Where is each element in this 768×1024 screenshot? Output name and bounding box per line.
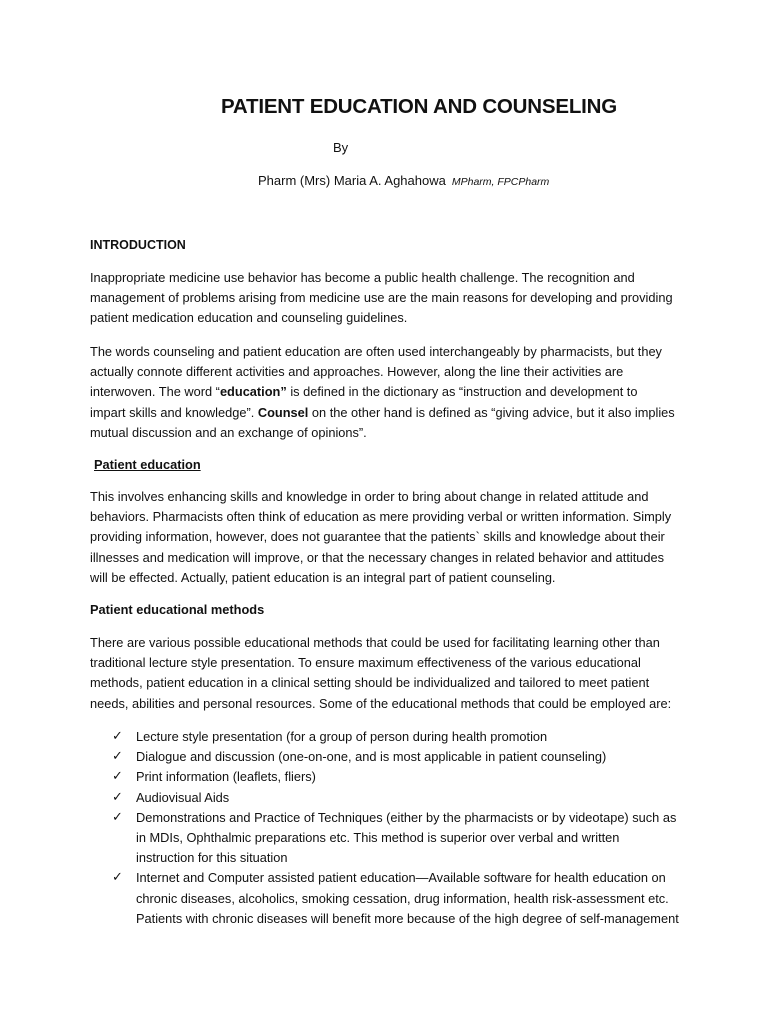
text-line: in MDIs, Ophthalmic preparations etc. This method is superior over verbal and written [136,830,620,846]
text-run: interwoven. The word “ [90,384,220,400]
text-line [90,403,690,423]
introduction-heading: INTRODUCTION [90,238,186,252]
checkmark-icon: ✓ [112,870,123,886]
list-item [112,808,712,869]
text-line: management of problems arising from medicine use are the main reasons for developing and providing [90,290,673,306]
checkmark-icon: ✓ [112,769,123,785]
text-run: impart skills and knowledge”. [90,404,258,420]
author-line [258,173,549,188]
text-line: Inappropriate medicine use behavior has become a public health challenge. The recognition and [90,270,635,285]
text-run: is defined in the dictionary as “instruction and development to [286,384,638,400]
text-run: on the other hand is defined as “giving advice, but it also implies [308,404,675,420]
checkmark-icon: ✓ [112,729,123,744]
list-item [112,747,712,767]
checkmark-icon: ✓ [112,749,123,765]
checkmark-icon: ✓ [112,809,123,825]
text-line: Internet and Computer assisted patient education—Available software for health education on [136,870,666,886]
text-line [90,382,690,402]
patient-education-heading: Patient education [94,457,201,472]
text-line: Demonstrations and Practice of Techniques (either by the pharmacists or by videotape) such as [136,809,677,825]
text-line: Patients with chronic diseases will benefit more because of the high degree of self-management [136,910,679,926]
education-term: education” [219,384,287,400]
list-item [112,767,712,787]
text-line: needs, abilities and personal resources. Some of the educational methods that could be employed are: [90,695,672,711]
educational-methods-list [112,727,712,929]
text-line: illnesses and medication will improve, or that the necessary changes in related behavior and attitudes [90,549,665,565]
text-line: patient medication education and counseling guidelines. [90,310,408,326]
list-item [112,727,712,747]
text-line: There are various possible educational methods that could be used for facilitating learning other than [90,635,660,650]
author-credentials: MPharm, FPCPharm [451,176,550,188]
counsel-term: Counsel [257,404,309,420]
text-line: Lecture style presentation (for a group of person during health promotion [136,729,548,744]
text-line: providing information, however, does not guarantee that the patients` skills and knowledge about their [90,529,665,545]
text-line: actually connote different activities and approaches. However, along the line their activities are [90,364,624,380]
text-line: chronic diseases, alcoholics, smoking cessation, drug information, health risk-assessment etc. [136,890,669,906]
text-line: Print information (leaflets, fliers) [136,769,316,785]
intro-paragraph-1 [90,268,690,329]
text-line: Audiovisual Aids [136,789,230,805]
list-item [112,868,712,929]
byline-label: By [333,140,349,155]
text-line: The words counseling and patient education are often used interchangeably by pharmacists, but they [90,344,662,359]
text-line: methods, patient education in a clinical setting should be individualized and tailored to meet patient [90,675,650,691]
text-line: This involves enhancing skills and knowledge in order to bring about change in related attitude and [90,489,649,504]
text-line: will be effected. Actually, patient education is an integral part of patient counseling. [90,569,556,585]
author-name: Pharm (Mrs) Maria A. Aghahowa [258,173,446,188]
patient-education-paragraph [90,487,690,588]
list-item [112,788,712,808]
text-line: behaviors. Pharmacists often think of education as mere providing verbal or written information. Simply [90,509,672,525]
checkmark-icon: ✓ [112,789,123,805]
text-line: mutual discussion and an exchange of opinions”. [90,424,367,440]
intro-paragraph-2 [90,342,690,443]
educational-methods-heading: Patient educational methods [90,602,265,617]
educational-methods-paragraph [90,633,690,714]
text-line: Dialogue and discussion (one-on-one, and is most applicable in patient counseling) [136,749,607,765]
text-line: traditional lecture style presentation. To ensure maximum effectiveness of the various educational [90,655,641,671]
text-line: instruction for this situation [136,850,288,866]
document-title: PATIENT EDUCATION AND COUNSELING [220,95,617,118]
